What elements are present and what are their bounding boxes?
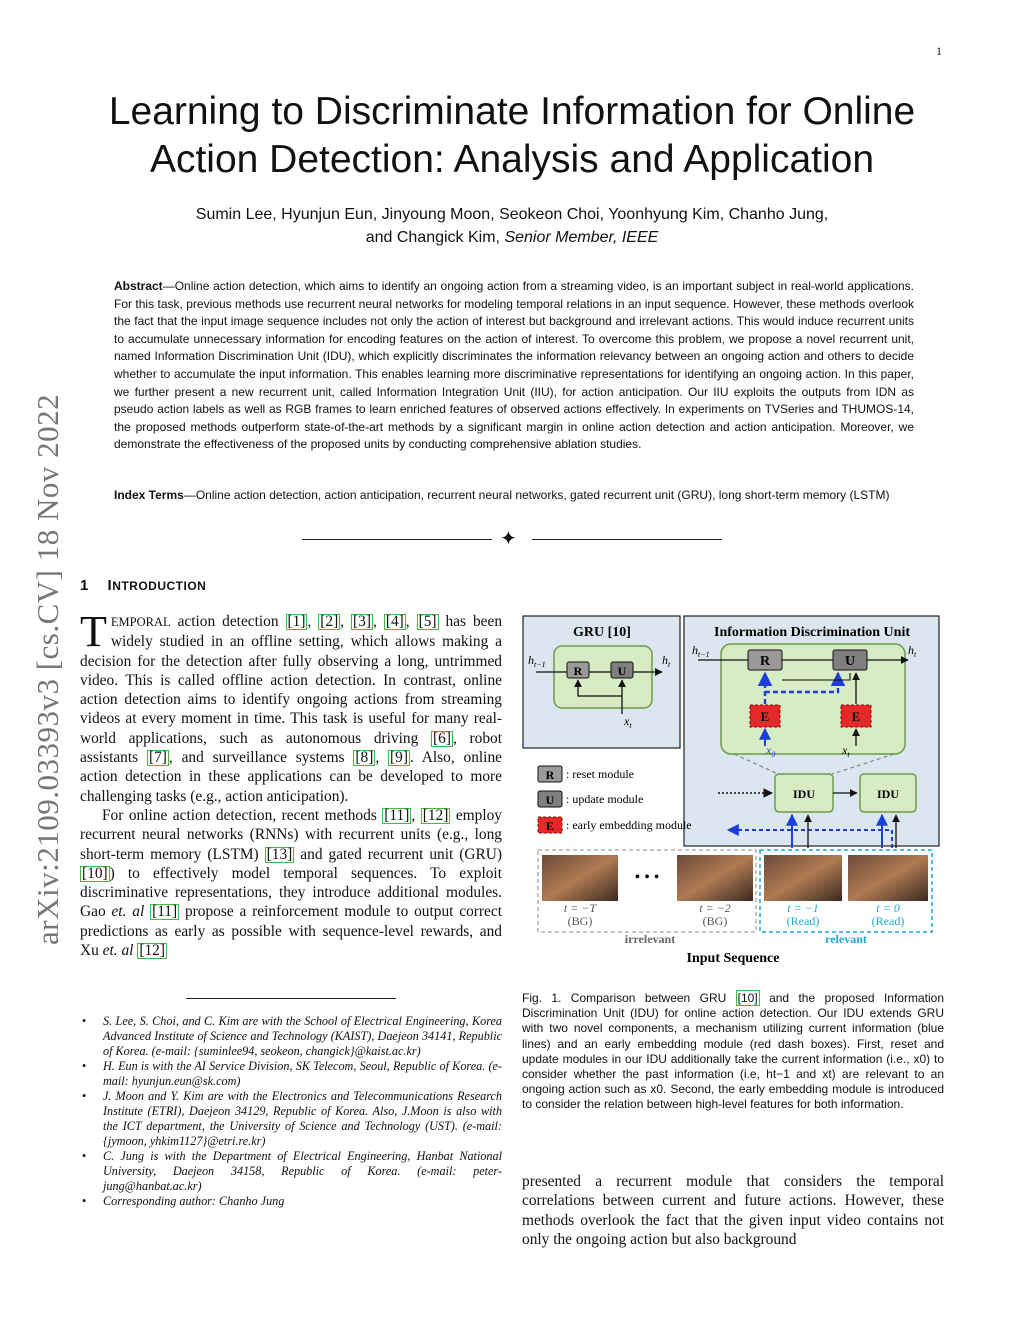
intro-text-run: , and surveillance systems xyxy=(168,749,354,767)
footnote-item: • Corresponding author: Chanho Jung xyxy=(80,1194,502,1209)
legend-update-text: : update module xyxy=(566,792,644,806)
intro-text-run: employ recurrent neural networks (RNNs) with recurrent units (e.g., long short-term memory (LSTM) xyxy=(80,806,502,863)
idu-early-label-left: E xyxy=(760,709,770,724)
frame-tag-label: (BG) xyxy=(567,914,593,928)
footnotes xyxy=(80,1014,502,1209)
intro-text-run: , robot assistants xyxy=(80,729,502,767)
idu-title: Information Discrimination Unit xyxy=(714,625,910,640)
separator-rule-right xyxy=(532,539,722,540)
abstract-text: —Online action detection, which aims to identify an ongoing action from a streaming video, is an important subject in real-world applications. For this task, previous methods use recurrent neural networks for modeling temporal relations in an input sequence. However, these methods overlook the fact that the input image sequence includes not only the action of interest but background and irrelevant actions. This would induce recurrent units to accumulate unnecessary information for encoding features on the action of interest. To overcome this problem, we propose a novel recurrent unit, named Information Discrimination Unit (IDU), which explicitly discriminates the information relevancy between an ongoing action and others to decide whether to accumulate the input information. This enables learning more discriminative representations for identifying an ongoing action. In this paper, we further present a new recurrent unit, called Information Integration Unit (IIU), for action anticipation. Our IIU exploits the outputs from IDN as pseudo action labels as well as RGB frames to learn enriched features of observed actions effectively. In experiments on TVSeries and THUMOS-14, the proposed methods outperform state-of-the-art methods by a significant margin in online action detection and action anticipation. Moreover, we demonstrate the effectiveness of the proposed units by conducting comprehensive ablation studies. xyxy=(114,279,914,452)
section-initial: I xyxy=(107,577,113,594)
citation-link[interactable]: [11] xyxy=(152,903,178,921)
idu-x0: $x_0$ xyxy=(766,743,776,759)
paper-title: Learning to Discriminate Information for Online Action Detection: Analysis and Application xyxy=(108,90,916,181)
index-terms xyxy=(114,487,914,505)
idu-h-prev: $h_{t-1}$ xyxy=(692,643,710,659)
intro-paragraph-1 xyxy=(80,607,503,806)
footnote-rule xyxy=(186,998,396,999)
intro-text-run: . Also, online action detection in these applications can be developed to more challenging tasks (e.g., action anticipation). xyxy=(80,749,502,805)
legend-early-glyph: E xyxy=(545,819,555,833)
irrelevant-label: irrelevant xyxy=(624,932,676,946)
footnote-item: • J. Moon and Y. Kim are with the Electronics and Telecommunications Research Institute (ETRI), Daejeon 34129, Republic of Korea. Also, J.Moon is also with the ICT department, the University of Science and Technology (UST). (e-mail: {jymoon, yhkim1127}@etri.re.kr) xyxy=(80,1089,502,1149)
citation-link[interactable]: [7] xyxy=(148,749,167,767)
author-membership: Senior Member, IEEE xyxy=(504,229,659,246)
frame-time-label: t = 0 xyxy=(876,901,900,915)
legend-reset-text: : reset module xyxy=(566,767,634,781)
caption-text: and the proposed Information Discrimination Unit (IDU) for online action detection. Our IDU extends GRU with two novel components, a mechanism utilizing current information (blue lines) and an early embedding module (red dash boxes). First, reset and update modules in our IDU additionally take the current information (i.e., x0) to consider whether the past information (i.e, ht−1 and xt) are relevant to an ongoing action such as x0. Second, the early embedding module is introduced to consider the relation between high-level features for both information. xyxy=(522,991,944,1112)
gru-h-prev: $h_{t-1}$ xyxy=(528,653,546,669)
citation-link[interactable]: [4] xyxy=(385,613,404,630)
intro-text-run: , xyxy=(375,749,388,767)
intro-text-run: , xyxy=(307,613,319,630)
idu-h-out: $h_t$ xyxy=(908,643,917,659)
idu-reset-label: R xyxy=(759,654,771,669)
intro-text-run: , xyxy=(340,613,352,630)
arxiv-stamp: arXiv:2109.03393v3 [cs.CV] 18 Nov 2022 xyxy=(30,393,65,945)
frame-image-3 xyxy=(764,855,842,901)
section-heading xyxy=(80,577,206,594)
citation-link[interactable]: [13] xyxy=(266,845,293,863)
page-number: 1 xyxy=(936,44,942,58)
intro-text-run: has been widely studied in an offline setting, which allows making a decision for the detection after fully observing a long, untrimmed video. This is called offline action detection. In contrast, online action detection aims to identify ongoing actions from streaming videos at every moment in time. This task is useful for many real-world applications, such as autonomous driving xyxy=(80,613,503,747)
citation-link[interactable]: [12] xyxy=(422,806,449,824)
intro-text-run: et. al xyxy=(102,942,134,960)
legend-early-text: : early embedding module xyxy=(566,818,692,832)
input-sequence-label: Input Sequence xyxy=(686,951,780,966)
frame-tag-label: (Read) xyxy=(786,914,820,928)
citation-link[interactable]: [12] xyxy=(139,942,165,960)
author-names: Sumin Lee, Hyunjun Eun, Jinyoung Moon, Seokeon Choi, Yoonhyung Kim, Chanho Jung, xyxy=(195,206,829,223)
citation-link[interactable]: [3] xyxy=(353,613,371,630)
caption-label: Fig. 1. xyxy=(522,991,562,1005)
separator-rule-left xyxy=(302,539,492,540)
figure-caption xyxy=(522,990,944,1113)
dropcap: T xyxy=(80,607,107,656)
citation-link[interactable]: [11] xyxy=(384,806,410,824)
footnote-item: • C. Jung is with the Department of Electrical Engineering, Hanbat National University, Daejeon 34158, Republic of Korea. (e-mail: peter-jung@hanbat.ac.kr) xyxy=(80,1149,502,1194)
abstract xyxy=(114,278,914,454)
footnote-item: • H. Eun is with the AI Service Division, SK Telecom, Seoul, Republic of Korea. (e-mail: hyunjun.eun@sk.com) xyxy=(80,1059,502,1089)
smallcaps-word: EMPORAL xyxy=(110,615,171,629)
intro-text-run: , xyxy=(373,613,384,630)
frame-time-label: t = −T xyxy=(563,901,597,915)
legend-reset-glyph: R xyxy=(545,768,555,782)
relevant-label: relevant xyxy=(825,932,867,946)
citation-link[interactable]: [10] xyxy=(82,864,108,882)
intro-text-run: et. al xyxy=(111,903,145,921)
column-2-text: presented a recurrent module that considers the temporal correlations between current and future actions. However, these methods overlook the fact that the given input video contains not only the ongoing action but also background xyxy=(522,1173,944,1248)
index-terms-text: —Online action detection, action anticipation, recurrent neural networks, gated recurrent unit (GRU), long short-term memory (LSTM) xyxy=(183,488,890,502)
frame-tag-label: (Read) xyxy=(871,914,905,928)
citation-link[interactable]: [5] xyxy=(418,613,437,630)
footnote-item: • S. Lee, S. Choi, and C. Kim are with the School of Electrical Engineering, Korea Advanced Institute of Science and Technology (KAIST), Daejeon 34141, Republic of Korea. (e-mail: {suminlee94, seokeon, changick}@kaist.ac.kr) xyxy=(80,1014,502,1059)
intro-text-run: For online action detection, recent methods xyxy=(102,806,383,824)
intro-text-run: propose a reinforcement module to output correct predictions as early as possible with sequence-level rewards, and Xu xyxy=(80,903,502,960)
citation-link[interactable]: [6] xyxy=(433,729,451,747)
frame-ellipsis: • • • xyxy=(634,869,660,886)
frame-tag-label: (BG) xyxy=(702,914,728,928)
idu-early-label-right: E xyxy=(851,709,861,724)
index-terms-label: Index Terms xyxy=(114,488,184,502)
citation-link[interactable]: [9] xyxy=(390,749,408,767)
frame-image-1 xyxy=(542,855,618,901)
separator-diamond-icon: ✦ xyxy=(500,528,517,550)
intro-text-run: ) to effectively model temporal sequences. To exploit discriminative representations, they introduce additional modules. Gao xyxy=(80,864,502,921)
gru-update-label: U xyxy=(617,664,627,678)
abstract-label: Abstract xyxy=(114,279,163,293)
citation-link[interactable]: [1] xyxy=(287,613,306,630)
section-number: 1 xyxy=(80,577,89,594)
legend-update-glyph: U xyxy=(545,793,555,807)
intro-text-run: action detection xyxy=(170,613,286,630)
idu-update-label: U xyxy=(844,654,856,669)
idu-xt: $x_t$ xyxy=(842,743,850,759)
author-list xyxy=(120,203,904,249)
gru-x-t: $x_t$ xyxy=(624,714,632,730)
idu-box-2-label: IDU xyxy=(876,787,900,801)
gru-title: GRU [10] xyxy=(573,625,631,640)
citation-link[interactable]: [2] xyxy=(320,613,339,630)
frame-image-2 xyxy=(677,855,753,901)
intro-text-run: , xyxy=(405,613,417,630)
idu-box-1-label: IDU xyxy=(792,787,816,801)
citation-link[interactable]: [10] xyxy=(737,991,758,1005)
frame-image-4 xyxy=(848,855,928,901)
section-title-rest: NTRODUCTION xyxy=(112,579,207,593)
frame-time-label: t = −1 xyxy=(787,901,819,915)
intro-paragraph-2: For online action detection, recent methods [11] , [12] employ recurrent neural networks (RNNs) with recurrent units (e.g., long short-term memory (LSTM) [13] and gated recurrent unit (GRU) [10] ) to effectively model temporal sequences. To exploit discriminative representations, they introduce additional modules. Gao et. al [11] propose a reinforcement module to output correct predictions as early as possible with sequence-level rewards, and Xu et. al [12] xyxy=(80,806,502,960)
author-last-line xyxy=(120,226,904,249)
author-last: and Changick Kim, xyxy=(365,229,500,246)
caption-text: Comparison between GRU xyxy=(561,991,736,1005)
gru-reset-label: R xyxy=(573,664,583,678)
frame-time-label: t = −2 xyxy=(699,901,731,915)
gru-h-out: $h_t$ xyxy=(662,653,671,669)
intro-text xyxy=(80,607,503,960)
citation-link[interactable]: [8] xyxy=(355,749,374,767)
intro-text-run: and gated recurrent unit (GRU) xyxy=(294,845,502,863)
figure-1-diagram xyxy=(522,612,944,972)
